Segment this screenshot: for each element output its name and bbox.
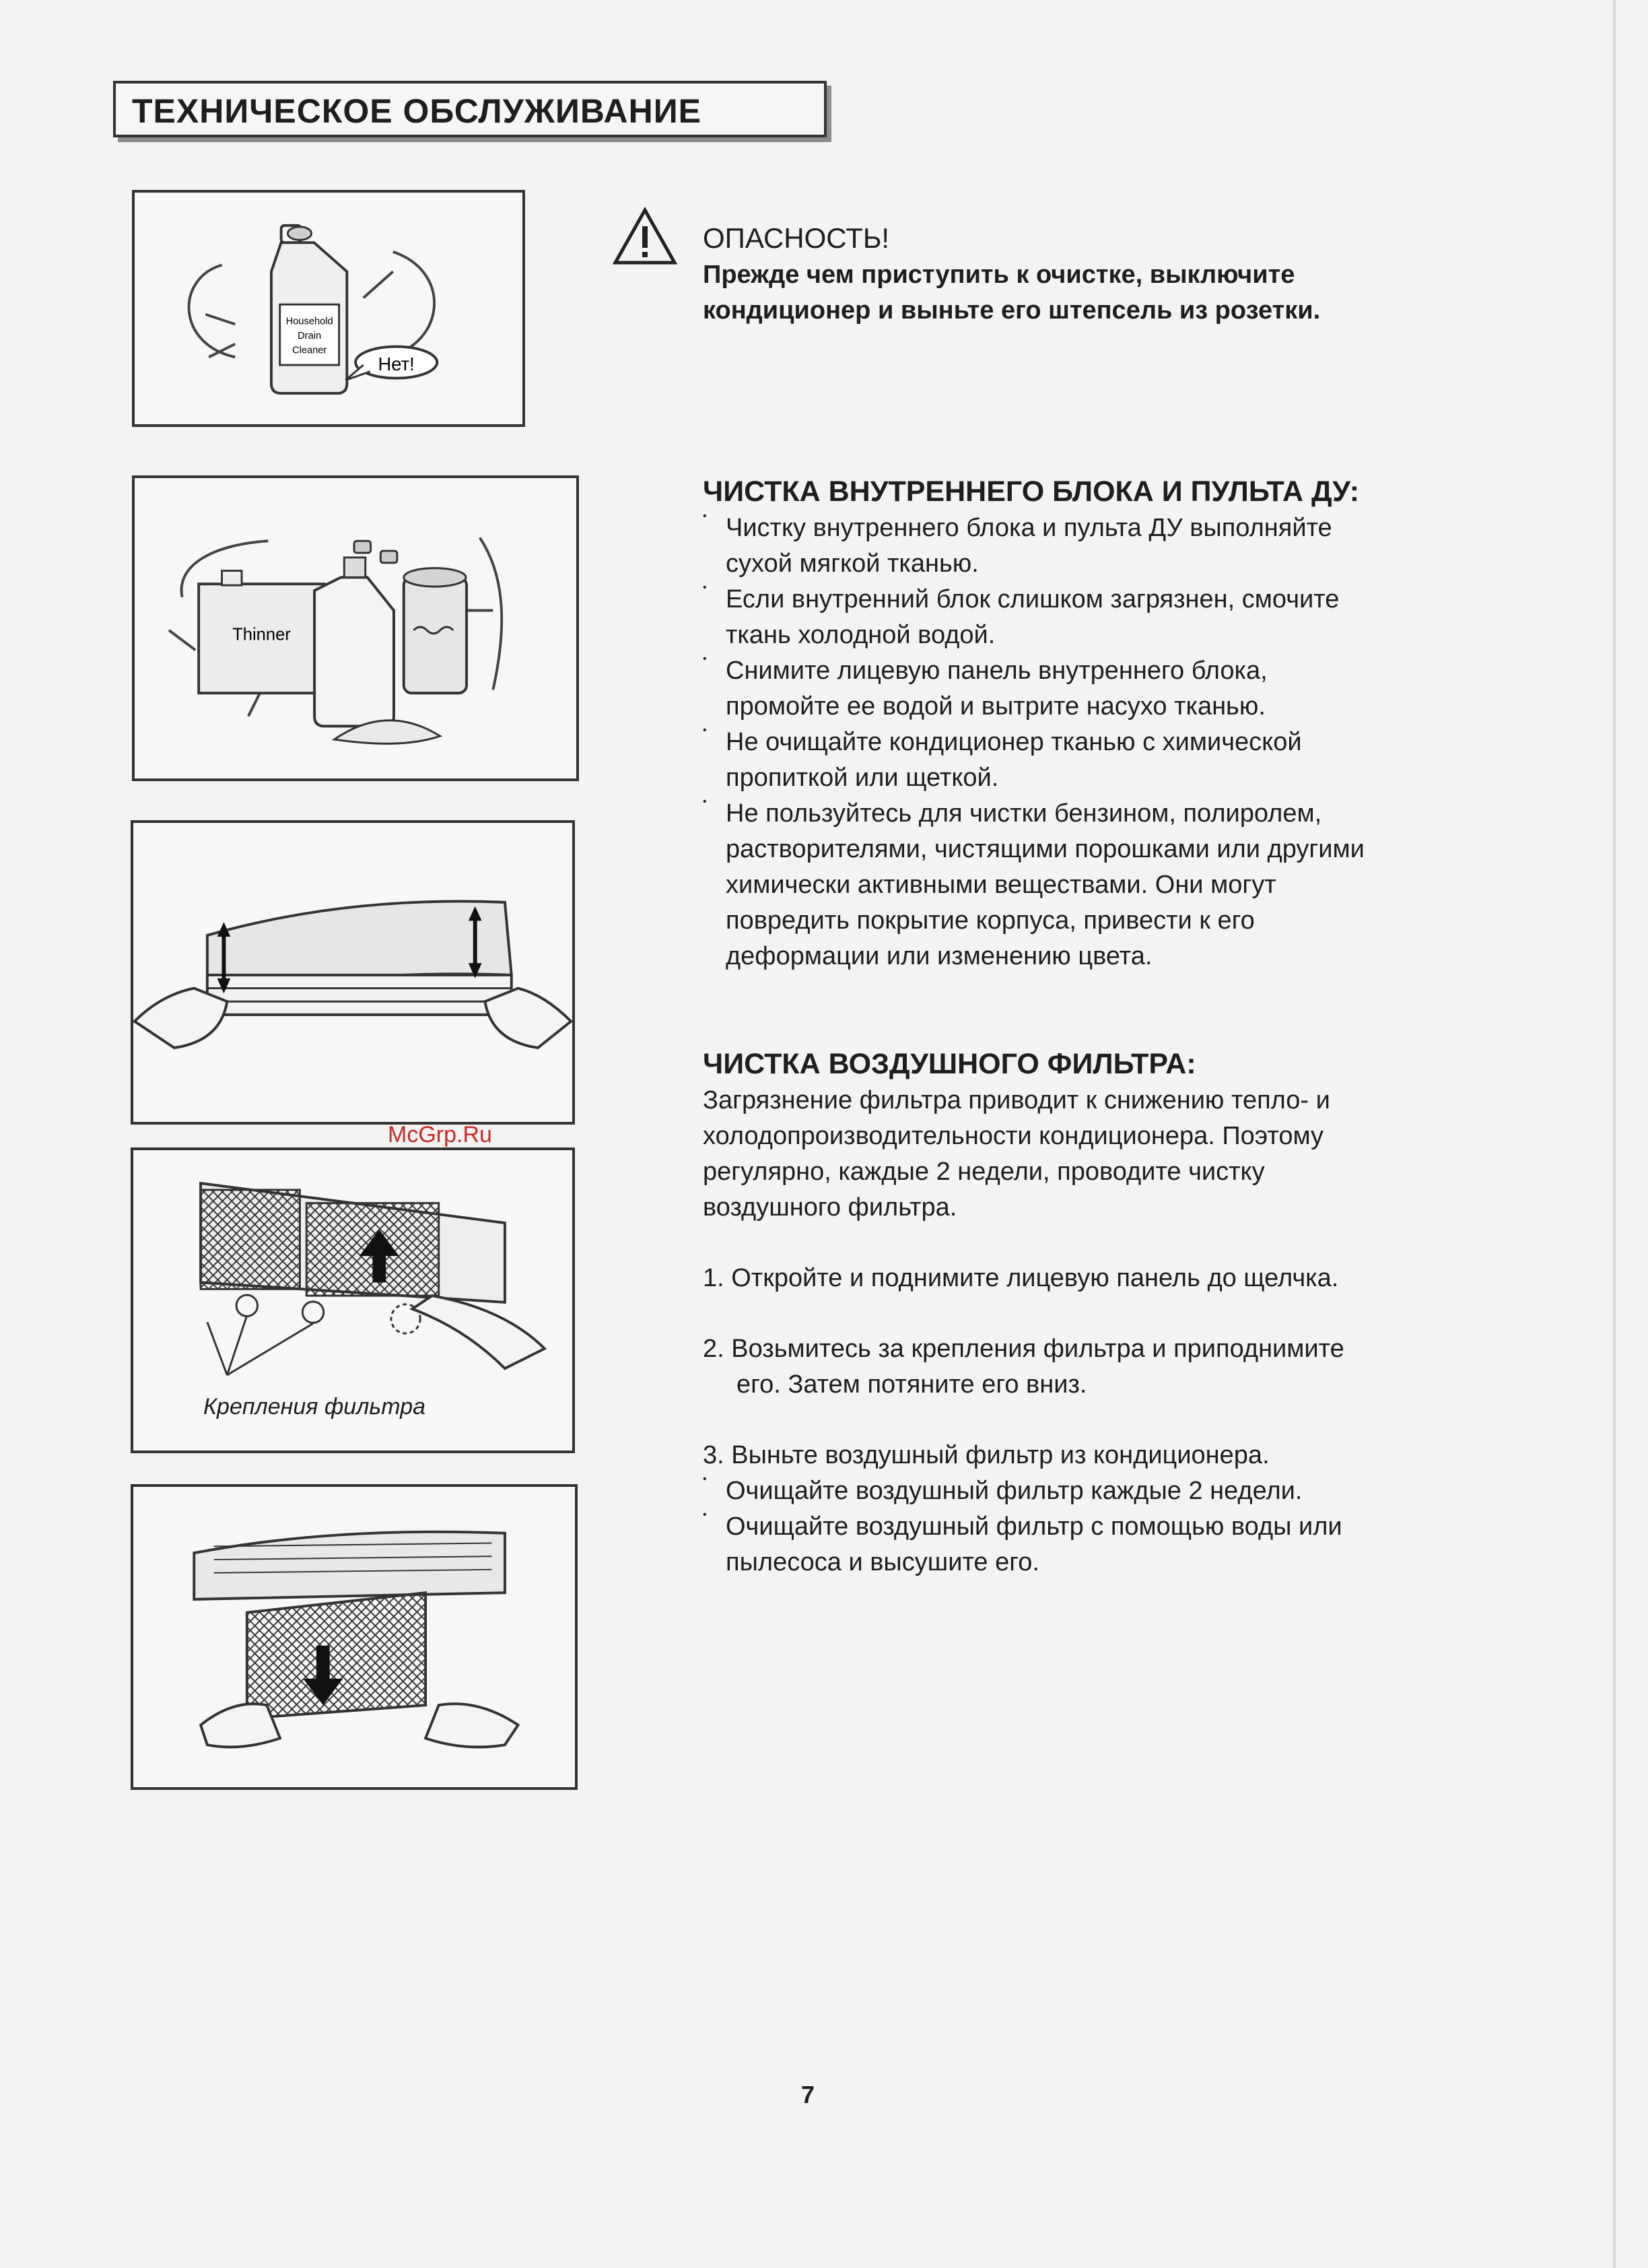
list-item: [703, 582, 1511, 653]
list-item-line: • Если внутренний блок слишком загрязнен, смочите: [726, 585, 1340, 613]
front-panel-illustration: [133, 823, 572, 1122]
thinner-label: Thinner: [232, 625, 291, 644]
list-item: [703, 1473, 1511, 1509]
list-item-line: • Чистку внутреннего блока и пульта ДУ выполняйте: [726, 514, 1332, 542]
section-title: ЧИСТКА ВНУТРЕННЕГО БЛОКА И ПУЛЬТА ДУ:: [703, 475, 1360, 508]
bottle-label-line-1: Household: [285, 316, 333, 327]
list-item: [703, 725, 1511, 796]
step-line: 2. Возьмитесь за крепления фильтра и приподнимите: [703, 1335, 1344, 1363]
intro-line: регулярно, каждые 2 недели, проводите чистку: [703, 1158, 1265, 1186]
figure-drain-cleaner: [132, 190, 525, 427]
list-item-line: промойте ее водой и вытрите насухо тканью.: [726, 692, 1266, 721]
list-item-line: растворителями, чистящими порошками или другими: [726, 835, 1365, 863]
section-header: [113, 81, 827, 137]
list-item: [703, 1509, 1511, 1580]
list-item-line: химически активными веществами. Они могут: [726, 871, 1276, 899]
watermark: McGrp.Ru: [388, 1122, 492, 1147]
warning-icon: [613, 206, 677, 267]
section-header-title: ТЕХНИЧЕСКОЕ ОБСЛУЖИВАНИЕ: [132, 92, 701, 130]
step-2: [703, 1331, 1511, 1403]
list-item-line: • Очищайте воздушный фильтр каждые 2 недели.: [726, 1477, 1303, 1505]
list-item-line: повредить покрытие корпуса, привести к его: [726, 906, 1255, 935]
warning-line: кондиционер и выньте его штепсель из розетки.: [703, 296, 1321, 325]
list-item-line: ткань холодной водой.: [726, 621, 996, 649]
warning-title: ОПАСНОСТЬ!: [703, 222, 890, 254]
bottle-label-line-3: Cleaner: [292, 345, 327, 356]
list-item-line: пылесоса и высушите его.: [726, 1548, 1039, 1576]
bottle-label-line-2: Drain: [298, 330, 322, 341]
figure-filter-fastenings: [131, 1147, 575, 1453]
list-item-line: сухой мягкой тканью.: [726, 549, 979, 578]
list-item-line: • Очищайте воздушный фильтр с помощью воды или: [726, 1512, 1342, 1541]
step-line: его. Затем потяните его вниз.: [736, 1370, 1087, 1399]
figure-filter-removal: [131, 1484, 578, 1790]
intro-line: Загрязнение фильтра приводит к снижению тепло- и: [703, 1086, 1330, 1114]
warning-block: [703, 220, 1511, 329]
list-item-line: • Снимите лицевую панель внутреннего блока,: [726, 657, 1268, 685]
intro-line: воздушного фильтра.: [703, 1193, 957, 1222]
filter-removal-illustration: [133, 1487, 575, 1787]
figure-thinner: [132, 475, 579, 781]
list-item-line: пропиткой или щеткой.: [726, 764, 999, 792]
list-item: [703, 510, 1511, 582]
section-title: ЧИСТКА ВОЗДУШНОГО ФИЛЬТРА:: [703, 1048, 1196, 1080]
section-air-filter-cleaning: [703, 1045, 1511, 1580]
list-item-line: деформации или изменению цвета.: [726, 942, 1153, 970]
figure-front-panel: [131, 820, 575, 1125]
list-item: [703, 653, 1511, 725]
intro-line: холодопроизводительности кондиционера. Поэтому: [703, 1122, 1324, 1150]
step-1: 1. Откройте и поднимите лицевую панель до щелчка.: [703, 1264, 1339, 1292]
list-item-line: • Не пользуйтесь для чистки бензином, полиролем,: [726, 799, 1322, 828]
list-item-line: • Не очищайте кондиционер тканью с химической: [726, 728, 1302, 756]
page-edge: [1613, 0, 1616, 2268]
list-item: [703, 796, 1511, 974]
step-3: 3. Выньте воздушный фильтр из кондиционера.: [703, 1441, 1270, 1469]
thinner-illustration: [135, 478, 576, 778]
page-number: 7: [801, 2081, 815, 2108]
no-label: Нет!: [378, 353, 415, 374]
figure-caption: Крепления фильтра: [203, 1394, 426, 1420]
warning-line: Прежде чем приступить к очистке, выключите: [703, 261, 1295, 289]
section-indoor-unit-cleaning: [703, 473, 1511, 974]
drain-cleaner-illustration: [135, 193, 522, 424]
